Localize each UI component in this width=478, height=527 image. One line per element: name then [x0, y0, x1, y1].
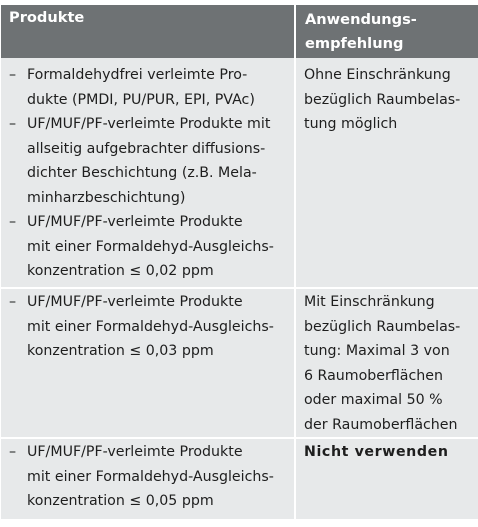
recommendation-table [1, 5, 478, 519]
dash-bullet: – [9, 116, 17, 132]
column-divider [294, 5, 296, 519]
table-row-1-products [1, 63, 291, 284]
product-text: UF/MUF/PF-verleimte Produkte mit allseitig aufgebrachter diffusions- dichter Beschichtung (z.B. Mela- minharzbeschichtung) [27, 116, 271, 206]
header-recommendation-line1: Anwendungs- [305, 11, 417, 28]
table-row-1-recommendation: Ohne Einschränkung bezüglich Raumbelas- tung möglich [304, 67, 461, 132]
list-item [1, 63, 291, 112]
dash-bullet: – [9, 444, 17, 460]
table-row-2-products [1, 290, 291, 364]
product-text: UF/MUF/PF-verleimte Produkte mit einer Formaldehyd-Ausgleichs- konzentration ≤ 0,02 ppm [27, 214, 274, 279]
row-divider [1, 287, 478, 289]
list-item [1, 210, 291, 284]
dash-bullet: – [9, 214, 17, 230]
dash-bullet: – [9, 294, 17, 310]
product-text: UF/MUF/PF-verleimte Produkte mit einer Formaldehyd-Ausgleichs- konzentration ≤ 0,05 ppm [27, 444, 274, 509]
list-item [1, 440, 291, 514]
table-row-2-recommendation: Mit Einschränkung bezüglich Raumbelas- tung: Maximal 3 von 6 Raumoberflächen oder maximal 50 % der Raumoberflächen [304, 294, 461, 433]
product-text: Formaldehydfrei verleimte Pro- dukte (PMDI, PU/PUR, EPI, PVAc) [27, 67, 255, 108]
product-text: UF/MUF/PF-verleimte Produkte mit einer Formaldehyd-Ausgleichs- konzentration ≤ 0,03 ppm [27, 294, 274, 359]
dash-bullet: – [9, 67, 17, 83]
table-row-3-products [1, 440, 291, 514]
table-header [1, 5, 478, 58]
list-item [1, 290, 291, 364]
header-products: Produkte [9, 9, 85, 26]
list-item [1, 112, 291, 210]
header-recommendation-line2: empfehlung [305, 35, 404, 52]
row-divider [1, 437, 478, 439]
table-row-3-recommendation: Nicht verwenden [304, 444, 449, 460]
